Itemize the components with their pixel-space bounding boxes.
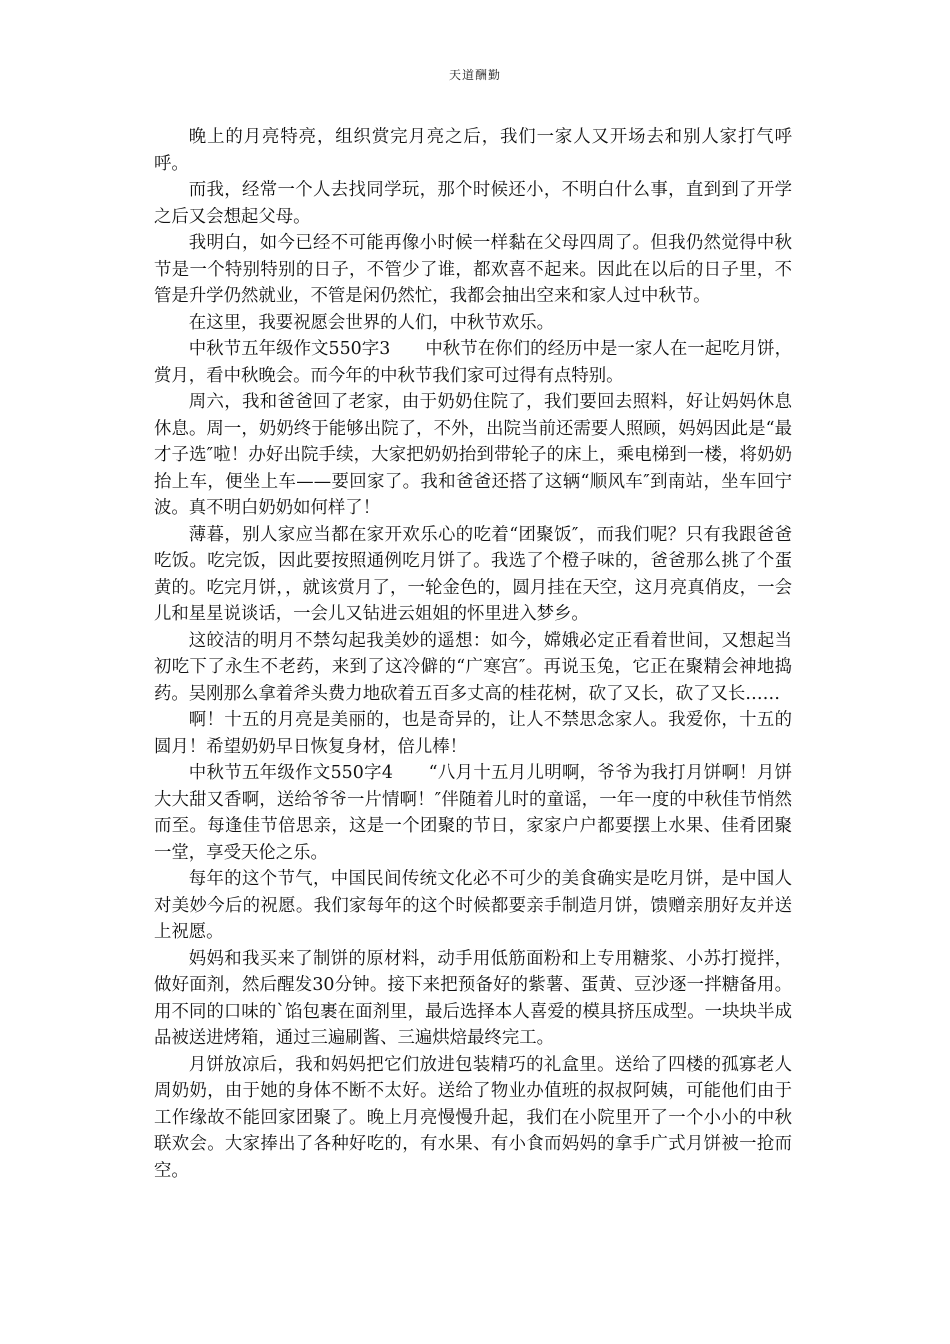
document-body [154, 124, 792, 1184]
paragraph: 每年的这个节气，中国民间传统文化必不可少的美食确实是吃月饼，是中国人对美妙今后的祝愿。我们家每年的这个时候都要亲手制造月饼，馈赠亲朋好友并送上祝愿。 [154, 869, 792, 942]
paragraph: 周六，我和爸爸回了老家，由于奶奶住院了，我们要回去照料，好让妈妈休息休息。周一，奶奶终于能够出院了，不外，出院当前还需要人照顾，妈妈因此是“最才子选″啦！办好出院手续，大家把奶奶抬到带轮子的床上，乘电梯到一楼，将奶奶抬上车，便坐上车——要回家了。我和爸爸还搭了这辆“顺风车″到南站，坐车回宁波。真不明白奶奶如何样了！ [154, 392, 792, 518]
paragraph: 而我，经常一个人去找同学玩，那个时候还小，不明白什么事，直到到了开学之后又会想起父母。 [154, 180, 792, 227]
page-header: 天道酬勤 [448, 68, 501, 82]
paragraph: 啊！十五的月亮是美丽的，也是奇异的，让人不禁思念家人。我爱你，十五的圆月！希望奶奶早日恢复身材，倍儿棒！ [154, 710, 792, 757]
paragraph: 晚上的月亮特亮，组织赏完月亮之后，我们一家人又开场去和别人家打气呼呼。 [154, 127, 792, 174]
paragraph: 在这里，我要祝愿会世界的人们，中秋节欢乐。 [188, 312, 555, 333]
paragraph: 我明白，如今已经不可能再像小时候一样黏在父母四周了。但我仍然觉得中秋节是一个特别特别的日子，不管少了谁，都欢喜不起来。因此在以后的日子里，不管是升学仍然就业，不管是闲仍然忙，我都会抽出空来和家人过中秋节。 [154, 233, 792, 306]
paragraph: 中秋节五年级作文550字4 “八月十五月儿明啊，爷爷为我打月饼啊！月饼大大甜又香啊，送给爷爷一片情啊！″伴随着儿时的童谣，一年一度的中秋佳节悄然而至。每逢佳节倍思亲，这是一个团聚的节日，家家户户都要摆上水果、佳肴团聚一堂，享受天伦之乐。 [154, 763, 792, 863]
paragraph: 这皎洁的明月不禁勾起我美妙的遥想：如今，嫦娥必定正看着世间，又想起当初吃下了永生不老药，来到了这冷僻的“广寒宫″。再说玉兔，它正在聚精会神地捣药。吴刚那么拿着斧头费力地砍着五百多丈高的桂花树，砍了又长，砍了又长…… [154, 630, 792, 704]
paragraph: 中秋节五年级作文550字3 中秋节在你们的经历中是一家人在一起吃月饼，赏月，看中秋晚会。而今年的中秋节我们家可过得有点特别。 [154, 339, 792, 386]
paragraph: 薄暮，别人家应当都在家开欢乐心的吃着“团聚饭″，而我们呢？只有我跟爸爸吃饭。吃完饭，因此要按照通例吃月饼了。我选了个橙子味的，爸爸那么挑了个蛋黄的。吃完月饼，，就该赏月了，一轮金色的，圆月挂在天空，这月亮真俏皮，一会儿和星星说谈话，一会儿又钻进云姐姐的怀里进入梦乡。 [154, 524, 792, 624]
paragraph: 妈妈和我买来了制饼的原材料，动手用低筋面粉和上专用糖浆、小苏打搅拌，做好面剂，然后醒发30分钟。接下来把预备好的紫薯、蛋黄、豆沙逐一拌糖备用。用不同的口味的`馅包裹在面剂里，最后选择本人喜爱的模具挤压成型。一块块半成品被送进烤箱，通过三遍刷酱、三遍烘焙最终完工。 [154, 948, 792, 1048]
paragraph: 月饼放凉后，我和妈妈把它们放进包装精巧的礼盒里。送给了四楼的孤寡老人周奶奶，由于她的身体不断不太好。送给了物业办值班的叔叔阿姨，可能他们由于工作缘故不能回家团聚了。晚上月亮慢慢升起，我们在小院里开了一个小小的中秋联欢会。大家捧出了各种好吃的，有水果、有小食而妈妈的拿手广式月饼被一抢而空。 [154, 1054, 792, 1181]
